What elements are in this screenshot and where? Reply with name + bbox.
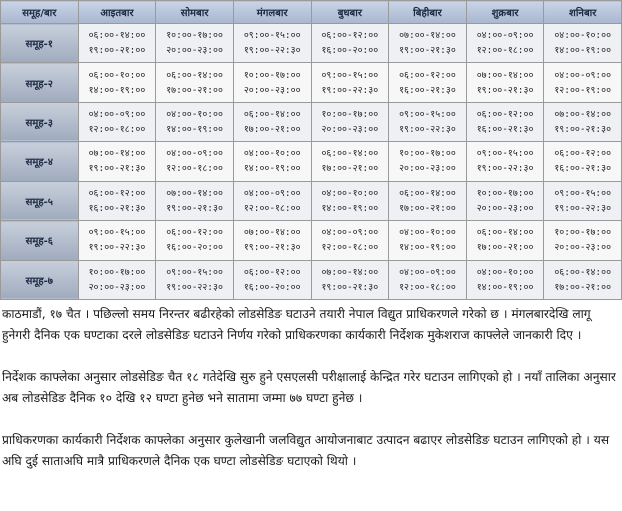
- schedule-cell: [156, 260, 234, 299]
- time-slot: १९:००-२१:३०: [166, 202, 223, 214]
- day-header: शुक्रबार: [466, 1, 544, 24]
- time-slot: १९:००-२२:३०: [243, 45, 301, 57]
- schedule-cell: [544, 102, 622, 141]
- time-slot: ०६:००-१२:००: [166, 227, 223, 239]
- group-label: समूह-४: [1, 142, 79, 181]
- time-slot: ०६:००-१२:००: [476, 109, 534, 121]
- time-slot: १७:००-२१:००: [399, 202, 456, 214]
- time-slot: ०४:००-०९:००: [243, 187, 301, 199]
- time-slot: १४:००-१९:००: [88, 84, 146, 96]
- time-slot: ०४:००-१०:००: [476, 266, 534, 278]
- time-slot: ०६:००-१४:००: [88, 30, 146, 42]
- time-slot: १६:००-२०:००: [321, 45, 379, 57]
- schedule-cell: [78, 181, 156, 220]
- time-slot: १६:००-२१:३०: [88, 202, 146, 214]
- time-slot: ०४:००-०९:००: [554, 69, 612, 81]
- time-slot: १९:००-२२:३०: [321, 84, 379, 96]
- time-slot: ०७:००-१४:००: [166, 187, 223, 199]
- time-slot: ०९:००-१५:००: [88, 227, 146, 239]
- time-slot: २०:००-२३:००: [88, 281, 146, 293]
- time-slot: २०:००-२३:००: [554, 242, 612, 254]
- time-slot: ०७:००-१४:००: [88, 148, 146, 160]
- time-slot: १६:००-२०:००: [243, 281, 301, 293]
- time-slot: ०४:००-१०:००: [166, 109, 223, 121]
- time-slot: ०९:००-१५:००: [554, 187, 612, 199]
- table-row: [1, 63, 622, 102]
- article-paragraph: प्राधिकरणका कार्यकारी निर्देशक काफ्लेका अनुसार कुलेखानी जलविद्युत आयोजनाबाट उत्पादन बढाएर लोडसेडिङ घटाउन लागिएको हो । यस अघि दुई साताअघि मात्रै प्राधिकरणले दैनिक एक घण्टा लोडसेडिङ घटाएको थियो ।: [2, 433, 610, 468]
- schedule-cell: [311, 260, 389, 299]
- time-slot: ०९:००-१५:००: [399, 109, 456, 121]
- schedule-cell: [233, 102, 311, 141]
- schedule-cell: [233, 181, 311, 220]
- table-header-row: [1, 1, 622, 24]
- time-slot: १०:००-१७:००: [554, 227, 612, 239]
- time-slot: १०:००-१७:००: [88, 266, 146, 278]
- time-slot: १९:००-२१:३०: [88, 163, 146, 175]
- table-body: [1, 24, 622, 300]
- time-slot: ०४:००-०९:००: [476, 30, 534, 42]
- schedule-cell: [311, 221, 389, 260]
- time-slot: ०४:००-१०:००: [399, 227, 456, 239]
- time-slot: १२:००-१८:००: [399, 281, 456, 293]
- table-row: [1, 181, 622, 220]
- time-slot: ०६:००-१२:००: [88, 187, 146, 199]
- schedule-cell: [466, 221, 544, 260]
- time-slot: १०:००-१७:००: [476, 187, 534, 199]
- time-slot: १९:००-२१:३०: [321, 281, 379, 293]
- time-slot: २०:००-२३:००: [321, 124, 379, 136]
- schedule-cell: [466, 181, 544, 220]
- table-row: [1, 24, 622, 63]
- schedule-cell: [544, 181, 622, 220]
- time-slot: ०६:००-१२:००: [399, 69, 456, 81]
- group-label: समूह-२: [1, 63, 79, 102]
- schedule-cell: [544, 142, 622, 181]
- schedule-cell: [389, 181, 467, 220]
- time-slot: ०७:००-१४:००: [554, 109, 612, 121]
- time-slot: ०६:००-१०:००: [88, 69, 146, 81]
- article-paragraph: काठमाडौं, १७ चैत । पछिल्लो समय निरन्तर बढीरहेको लोडसेडिङ घटाउने तयारी नेपाल विद्युत प्राधिकरणले गरेको छ । मंगलबारदेखि लागू हुनेगरी दैनिक एक घण्टाका दरले लोडसेडिङ घटाउने निर्णय गरेको प्राधिकरणका कार्यकारी निर्देशक मुकेशराज काफ्लेले जानकारी दिए ।: [2, 307, 591, 342]
- schedule-cell: [156, 102, 234, 141]
- time-slot: १४:००-१९:००: [166, 124, 223, 136]
- time-slot: ०४:००-१०:००: [554, 30, 612, 42]
- schedule-cell: [466, 102, 544, 141]
- schedule-cell: [544, 221, 622, 260]
- time-slot: १७:००-२१:००: [166, 84, 223, 96]
- schedule-cell: [466, 142, 544, 181]
- time-slot: ०७:००-१४:००: [243, 227, 301, 239]
- schedule-cell: [233, 260, 311, 299]
- time-slot: ०९:००-१५:००: [166, 266, 223, 278]
- group-label: समूह-३: [1, 102, 79, 141]
- time-slot: ०४:००-०९:००: [166, 148, 223, 160]
- time-slot: ०४:००-१०:००: [243, 148, 301, 160]
- time-slot: ०९:००-१५:००: [243, 30, 301, 42]
- time-slot: ०६:००-१४:००: [243, 109, 301, 121]
- time-slot: ०६:००-१२:००: [554, 148, 612, 160]
- schedule-cell: [311, 181, 389, 220]
- schedule-cell: [389, 63, 467, 102]
- schedule-cell: [389, 142, 467, 181]
- time-slot: ०४:००-०९:००: [321, 227, 379, 239]
- time-slot: १९:००-२१:३०: [399, 45, 456, 57]
- time-slot: १७:००-२१:००: [476, 242, 534, 254]
- time-slot: १०:००-१७:००: [321, 109, 379, 121]
- time-slot: १९:००-२१:००: [88, 45, 146, 57]
- time-slot: ०४:००-०९:००: [399, 266, 456, 278]
- schedule-cell: [544, 260, 622, 299]
- schedule-cell: [389, 102, 467, 141]
- time-slot: २०:००-२३:००: [243, 84, 301, 96]
- time-slot: १४:००-१९:००: [476, 281, 534, 293]
- schedule-cell: [466, 260, 544, 299]
- time-slot: ०६:००-१४:००: [321, 148, 379, 160]
- schedule-cell: [156, 24, 234, 63]
- time-slot: १९:००-२२:३०: [476, 163, 534, 175]
- group-label: समूह-५: [1, 181, 79, 220]
- time-slot: ०९:००-१५:००: [321, 69, 379, 81]
- schedule-cell: [78, 63, 156, 102]
- schedule-cell: [311, 102, 389, 141]
- time-slot: १२:००-१८:००: [166, 163, 223, 175]
- time-slot: ०६:००-१४:००: [166, 69, 223, 81]
- schedule-cell: [544, 24, 622, 63]
- time-slot: १२:००-१९:००: [554, 84, 612, 96]
- time-slot: १२:००-१८:००: [321, 242, 379, 254]
- time-slot: १९:००-२२:३०: [399, 124, 456, 136]
- article-paragraph: निर्देशक काफ्लेका अनुसार लोडसेडिङ चैत १८ गतेदेखि सुरु हुने एसएलसी परीक्षालाई केन्द्रित गरेर घटाउन लागिएको हो । नयाँ तालिका अनुसार अब लोडसेडिङ दैनिक १० देखि १२ घण्टा हुनेछ भने सातामा जम्मा ७७ घण्टा हुनेछ ।: [2, 370, 616, 405]
- time-slot: ०७:००-१४:००: [476, 69, 534, 81]
- time-slot: १६:००-२१:३०: [476, 124, 534, 136]
- schedule-cell: [544, 63, 622, 102]
- time-slot: १९:००-२२:३०: [554, 202, 612, 214]
- time-slot: १९:००-२१:३०: [243, 242, 301, 254]
- time-slot: ०४:००-०९:००: [88, 109, 146, 121]
- time-slot: २०:००-२३:००: [399, 163, 456, 175]
- time-slot: ०६:००-१४:००: [399, 187, 456, 199]
- time-slot: १९:००-२२:३०: [88, 242, 146, 254]
- time-slot: ०४:००-१०:००: [321, 187, 379, 199]
- time-slot: २०:००-२३:००: [166, 45, 223, 57]
- corner-header: समूह/बार: [1, 1, 79, 24]
- time-slot: १६:००-२०:००: [166, 242, 223, 254]
- group-label: समूह-६: [1, 221, 79, 260]
- table-row: [1, 102, 622, 141]
- time-slot: १७:००-२१:००: [321, 163, 379, 175]
- group-label: समूह-७: [1, 260, 79, 299]
- time-slot: १७:००-२१:००: [554, 281, 612, 293]
- time-slot: ०७:००-१४:००: [321, 266, 379, 278]
- time-slot: १९:००-२२:३०: [166, 281, 223, 293]
- day-header: बुधबार: [311, 1, 389, 24]
- time-slot: १९:००-२१:३०: [476, 84, 534, 96]
- time-slot: ०६:००-१४:००: [476, 227, 534, 239]
- schedule-cell: [233, 142, 311, 181]
- day-header: आइतबार: [78, 1, 156, 24]
- table-row: [1, 221, 622, 260]
- time-slot: १४:००-१९:००: [399, 242, 456, 254]
- time-slot: १०:००-१७:००: [399, 148, 456, 160]
- time-slot: १२:००-१८:००: [476, 45, 534, 57]
- day-header: शनिबार: [544, 1, 622, 24]
- time-slot: ०९:००-१५:००: [476, 148, 534, 160]
- schedule-cell: [78, 221, 156, 260]
- day-header: सोमबार: [156, 1, 234, 24]
- time-slot: ०६:००-१४:००: [554, 266, 612, 278]
- day-header: मंगलबार: [233, 1, 311, 24]
- time-slot: १२:००-१८:००: [243, 202, 301, 214]
- schedule-cell: [233, 221, 311, 260]
- time-slot: १७:००-२१:००: [243, 124, 301, 136]
- time-slot: २०:००-२३:००: [476, 202, 534, 214]
- schedule-cell: [78, 260, 156, 299]
- schedule-cell: [466, 24, 544, 63]
- time-slot: ०६:००-१२:००: [321, 30, 379, 42]
- schedule-cell: [389, 24, 467, 63]
- table-row: [1, 260, 622, 299]
- schedule-cell: [466, 63, 544, 102]
- time-slot: १४:००-१९:००: [243, 163, 301, 175]
- schedule-cell: [78, 102, 156, 141]
- schedule-cell: [389, 221, 467, 260]
- time-slot: १६:००-२१:३०: [399, 84, 456, 96]
- time-slot: १६:००-२१:३०: [554, 163, 612, 175]
- time-slot: १४:००-१९:००: [554, 45, 612, 57]
- schedule-cell: [78, 142, 156, 181]
- schedule-cell: [389, 260, 467, 299]
- time-slot: १०:००-१७:००: [166, 30, 223, 42]
- schedule-cell: [311, 63, 389, 102]
- time-slot: ०६:००-१२:००: [243, 266, 301, 278]
- schedule-cell: [156, 142, 234, 181]
- group-label: समूह-१: [1, 24, 79, 63]
- schedule-cell: [78, 24, 156, 63]
- table-row: [1, 142, 622, 181]
- schedule-cell: [156, 181, 234, 220]
- time-slot: १०:००-१७:००: [243, 69, 301, 81]
- schedule-cell: [233, 24, 311, 63]
- schedule-cell: [156, 63, 234, 102]
- time-slot: १२:००-१८:००: [88, 124, 146, 136]
- time-slot: १९:००-२१:३०: [554, 124, 612, 136]
- schedule-cell: [233, 63, 311, 102]
- day-header: बिहीबार: [389, 1, 467, 24]
- time-slot: १४:००-१९:००: [321, 202, 379, 214]
- schedule-cell: [156, 221, 234, 260]
- schedule-cell: [311, 142, 389, 181]
- news-article: [2, 304, 618, 472]
- time-slot: ०७:००-१४:००: [399, 30, 456, 42]
- schedule-cell: [311, 24, 389, 63]
